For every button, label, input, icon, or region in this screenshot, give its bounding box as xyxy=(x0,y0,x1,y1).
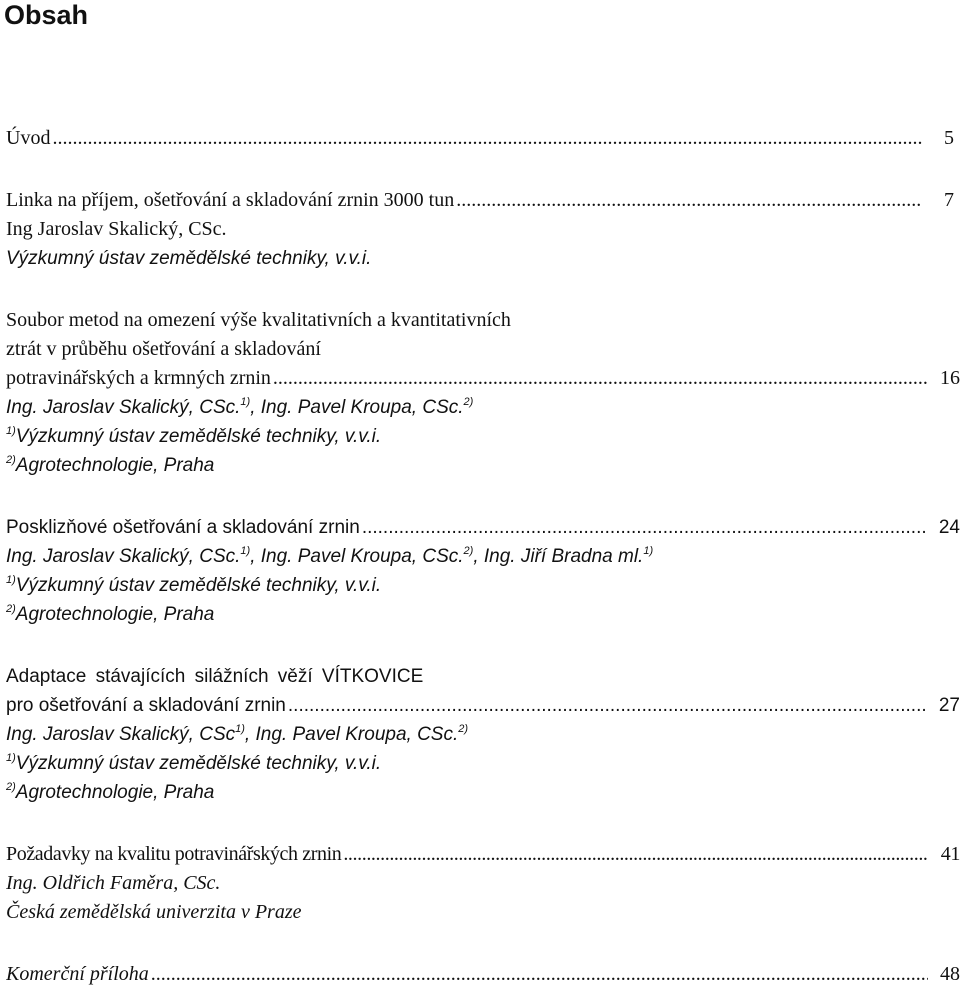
page-number: 41 xyxy=(940,843,960,865)
toc-entry-uvod[interactable] xyxy=(6,124,960,153)
toc-entry-title: pro ošetřování a skladování zrnin xyxy=(6,695,286,716)
author-separator: , xyxy=(250,397,256,418)
page-title: Obsah xyxy=(4,0,89,30)
table-of-contents xyxy=(6,124,960,989)
toc-entry-authors: Ing. Jaroslav Skalický, CSc.$^{1)}$, Ing. Pavel Kroupa, CSc.$^{2)}$, Ing. Jiří Bradna ml.$^{1)}$ xyxy=(6,545,654,567)
affiliation-mark: 1) xyxy=(643,545,654,557)
toc-entry-title-line[interactable]: Soubor metod na omezení výše kvalitativních a kvantitativních xyxy=(6,309,511,331)
author-name: Ing. Jiří Bradna ml. xyxy=(483,546,644,567)
toc-entry-affiliation: $^{1)}$Výzkumný ústav zemědělské techniky, v.v.i. xyxy=(6,574,382,596)
author-name: Ing. Jaroslav Skalický, CSc. xyxy=(6,397,241,418)
affiliation-mark: 2) xyxy=(463,396,474,408)
author-name: Ing. Pavel Kroupa, CSc. xyxy=(255,724,459,745)
page-number: 24 xyxy=(938,517,960,538)
toc-entry-pozadavky[interactable] xyxy=(6,840,960,869)
page-number: 7 xyxy=(944,189,954,211)
dot-leader xyxy=(456,186,922,215)
toc-entry-title-line[interactable]: Adaptace stávajících silážních věží VÍTKOVICE xyxy=(6,666,424,687)
page-number: 5 xyxy=(944,127,954,149)
affiliation-mark: 1) xyxy=(6,752,16,764)
toc-entry-title: Úvod xyxy=(6,127,51,149)
toc-entry-title: potravinářských a krmných zrnin xyxy=(6,367,271,389)
toc-entry-title: Posklizňové ošetřování a skladování zrnin xyxy=(6,517,360,538)
toc-entry-affiliation: $^{1)}$Výzkumný ústav zemědělské techniky, v.v.i. xyxy=(6,752,382,774)
affiliation-mark: 1) xyxy=(240,396,251,408)
toc-entry-linka[interactable] xyxy=(6,186,960,215)
page-number: 48 xyxy=(940,963,960,985)
toc-entry-institution: Výzkumný ústav zemědělské techniky, v.v.i. xyxy=(6,248,372,269)
toc-entry-komercni[interactable] xyxy=(6,960,960,989)
author-name: Ing. Pavel Kroupa, CSc. xyxy=(260,546,464,567)
affiliation-mark: 2) xyxy=(463,545,474,557)
affiliation-mark: 1) xyxy=(235,723,245,735)
toc-entry-title: Komerční příloha xyxy=(6,963,149,985)
toc-entry-author: Ing Jaroslav Skalický, CSc. xyxy=(6,218,227,240)
toc-entry-authors: Ing. Jaroslav Skalický, CSc$^{1)}$, Ing. Pavel Kroupa, CSc.$^{2)}$ xyxy=(6,723,469,745)
affiliation-mark: 2) xyxy=(6,781,16,793)
author-name: Ing. Jaroslav Skalický, CSc xyxy=(6,724,236,745)
toc-entry-affiliation: $^{1)}$Výzkumný ústav zemědělské techniky, v.v.i. xyxy=(6,425,382,447)
toc-entry-posklizne[interactable] xyxy=(6,513,960,542)
toc-entry-authors xyxy=(6,393,960,422)
page-number: 16 xyxy=(940,367,960,389)
toc-entry-adaptace[interactable] xyxy=(6,691,960,720)
dot-leader xyxy=(52,124,922,153)
author-name: Ing. Pavel Kroupa, CSc. xyxy=(260,397,464,418)
affiliation-mark: 2) xyxy=(458,723,469,735)
toc-entry-author: Ing. Oldřich Faměra, CSc. xyxy=(6,872,221,894)
affiliation-mark: 1) xyxy=(6,574,16,586)
toc-entry-soubor[interactable] xyxy=(6,364,960,393)
affiliation-mark: 2) xyxy=(6,454,16,466)
dot-leader xyxy=(362,513,928,542)
toc-entry-institution: Česká zemědělská univerzita v Praze xyxy=(6,901,302,923)
affiliation-mark: 1) xyxy=(240,545,251,557)
affiliation-mark: 2) xyxy=(6,603,16,615)
toc-entry-affiliation: $^{2)}$Agrotechnologie, Praha xyxy=(6,781,215,803)
dot-leader xyxy=(273,364,928,393)
author-name: Ing. Jaroslav Skalický, CSc. xyxy=(6,546,241,567)
dot-leader xyxy=(151,960,928,989)
toc-entry-title: Požadavky na kvalitu potravinářských zrnin xyxy=(6,843,342,865)
dot-leader xyxy=(288,691,928,720)
toc-entry-title: Linka na příjem, ošetřování a skladování zrnin 3000 tun xyxy=(6,189,455,211)
toc-entry-title-line[interactable]: ztrát v průběhu ošetřování a skladování xyxy=(6,338,321,360)
dot-leader xyxy=(343,840,928,869)
page-number: 27 xyxy=(938,695,960,716)
toc-entry-affiliation: $^{2)}$Agrotechnologie, Praha xyxy=(6,454,215,476)
toc-entry-affiliation: $^{2)}$Agrotechnologie, Praha xyxy=(6,603,215,625)
affiliation-mark: 1) xyxy=(6,425,16,437)
